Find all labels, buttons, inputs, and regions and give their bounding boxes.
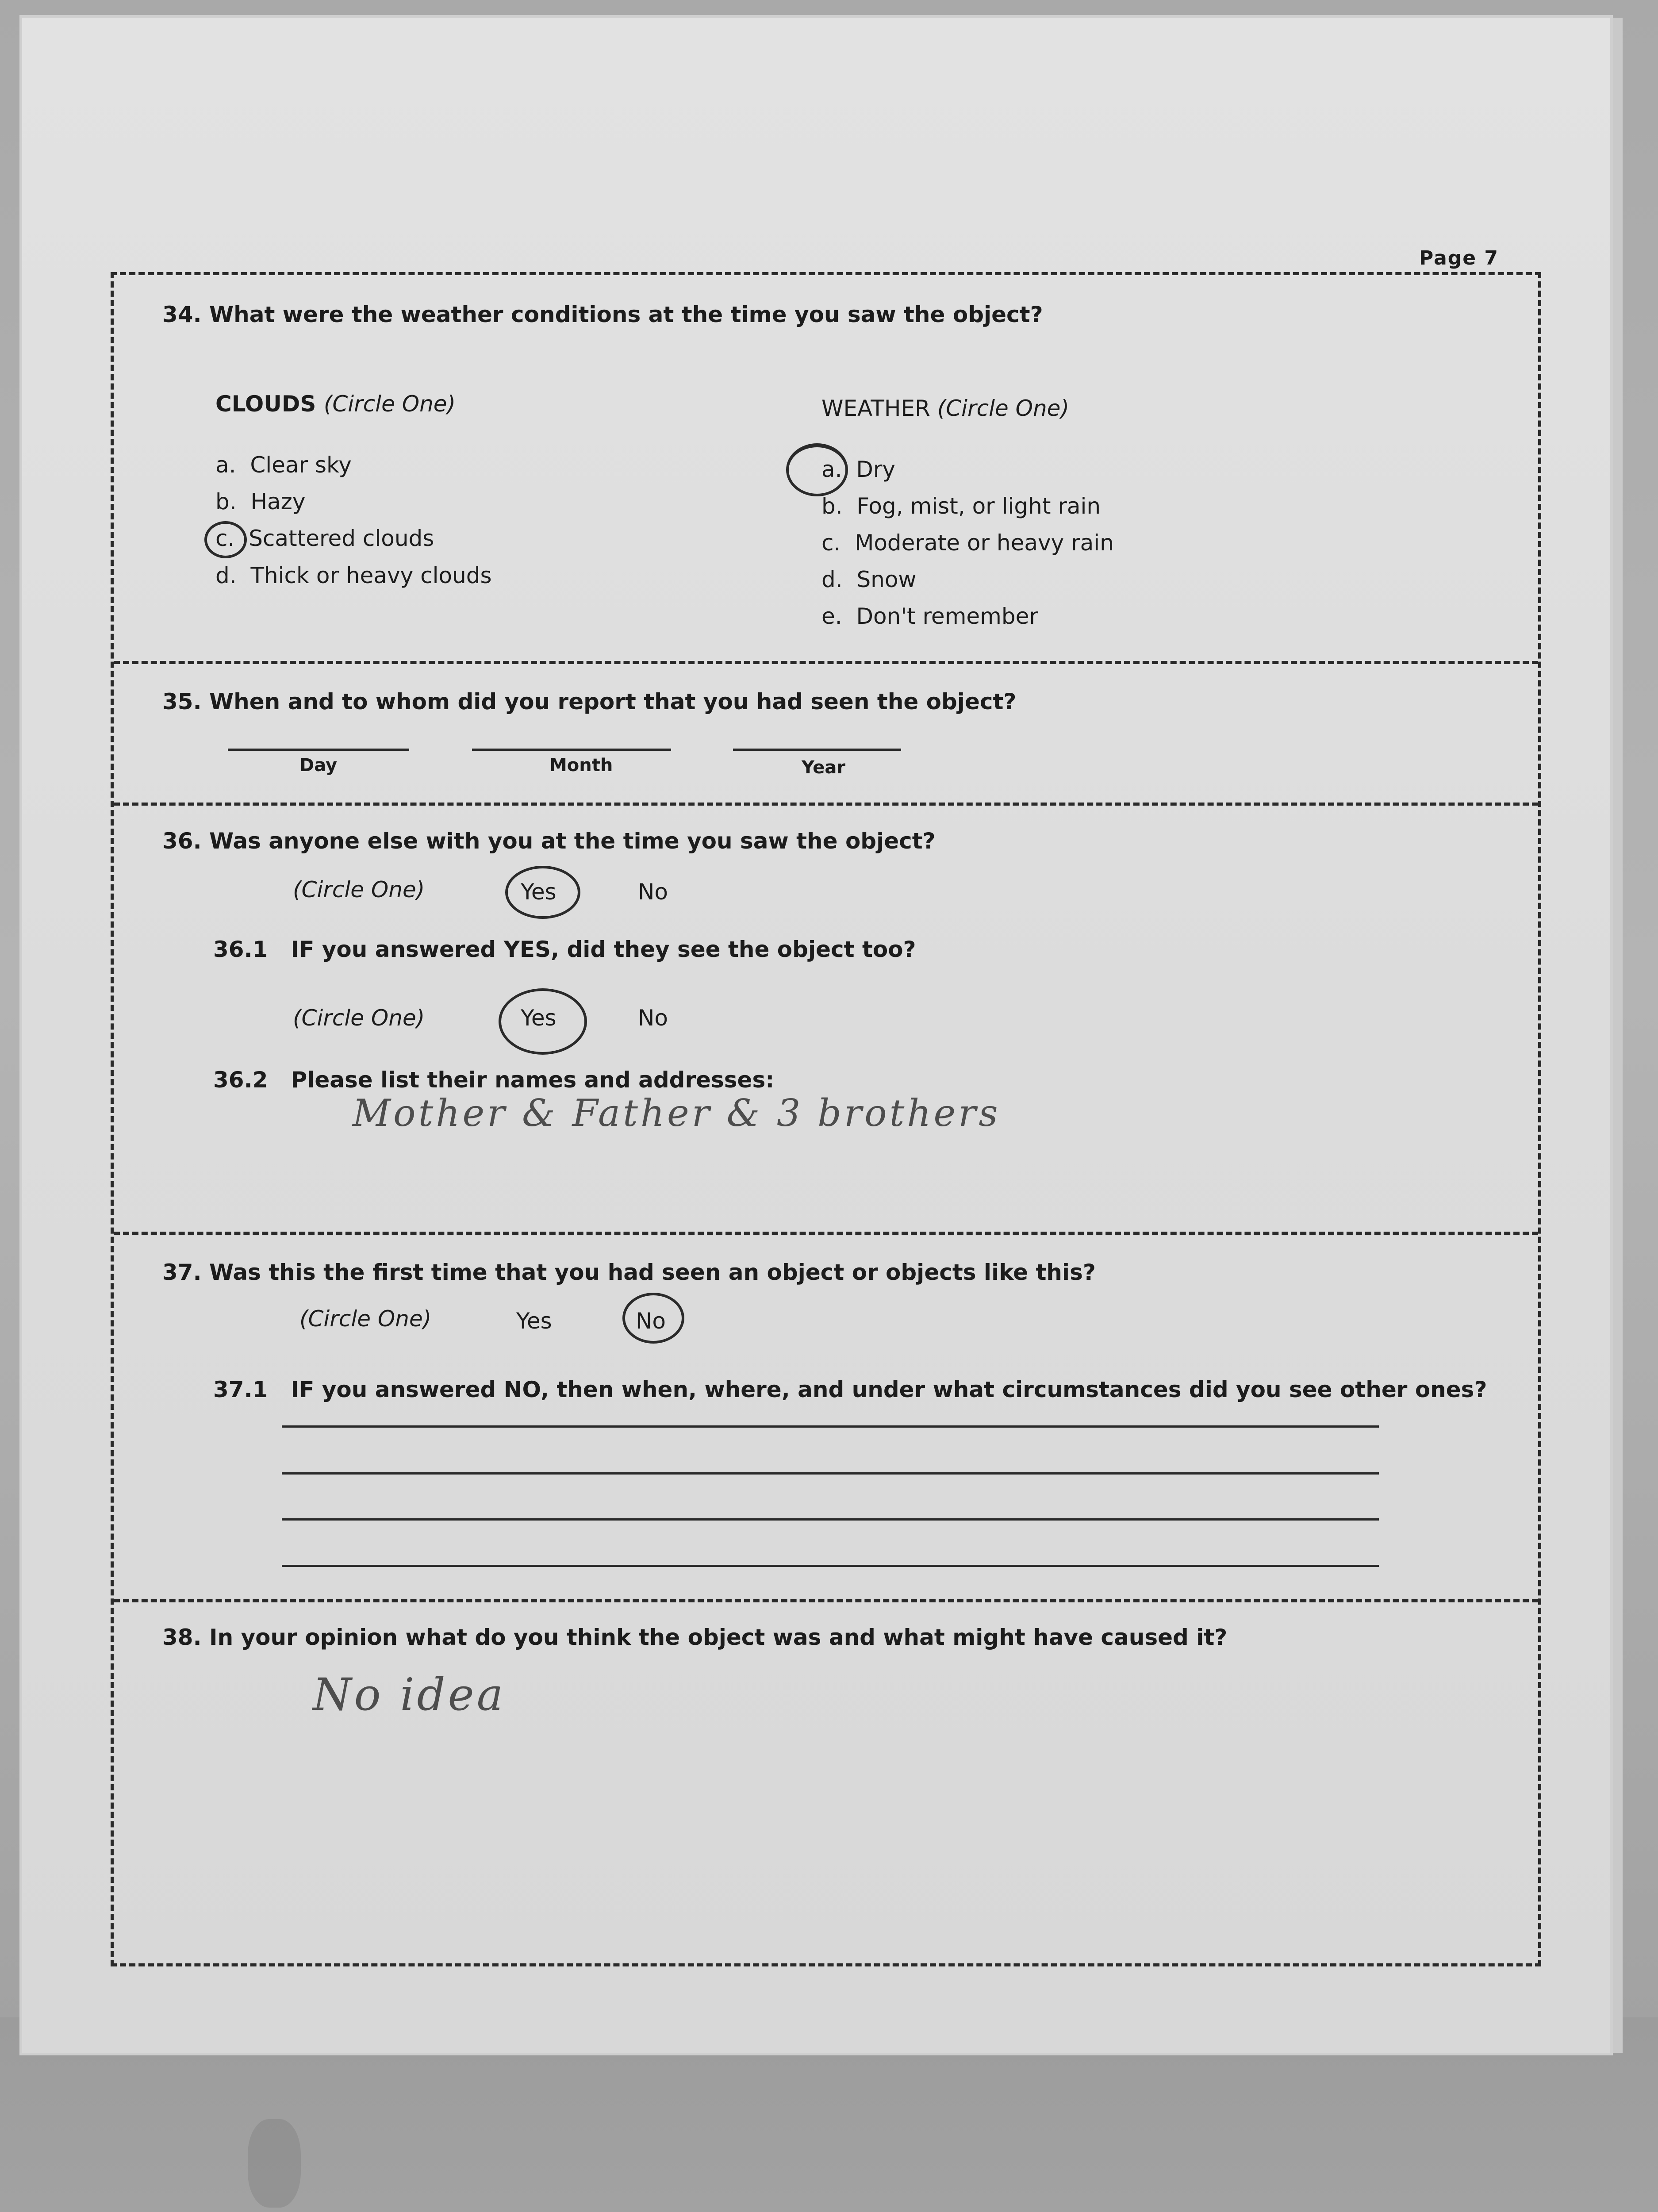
q37-yes-option[interactable]: Yes (516, 1308, 552, 1334)
answer-line[interactable] (282, 1425, 1379, 1428)
answer-line[interactable] (282, 1472, 1379, 1475)
weather-option-c[interactable]: c. Moderate or heavy rain (821, 530, 1114, 556)
month-label: Month (549, 755, 613, 776)
divider (114, 803, 1538, 806)
divider (114, 1232, 1538, 1235)
weather-option-a-circle-mark (786, 443, 848, 496)
answer-line[interactable] (282, 1518, 1379, 1521)
year-label: Year (802, 757, 846, 778)
question-36-2-text: 36.2 Please list their names and addresses: (213, 1067, 775, 1093)
question-35-text: 35. When and to whom did you report that you had seen the object? (162, 689, 1017, 714)
paper-edge (1610, 18, 1623, 2053)
q36-no-option[interactable]: No (638, 879, 668, 905)
divider (114, 1599, 1538, 1602)
weather-option-e[interactable]: e. Don't remember (821, 603, 1038, 629)
question-36-1-text: 36.1 IF you answered YES, did they see the object too? (213, 937, 916, 962)
q38-handwritten-answer: No idea (313, 1669, 506, 1720)
q36-2-handwritten-answer: Mother & Father & 3 brothers (353, 1091, 1001, 1135)
day-label: Day (299, 755, 338, 776)
q37-instruction: (Circle One) (299, 1306, 432, 1332)
answer-line[interactable] (282, 1565, 1379, 1567)
question-36-text: 36. Was anyone else with you at the time you saw the object? (162, 828, 936, 854)
clouds-option-b[interactable]: b. Hazy (215, 489, 306, 515)
question-34-text: 34. What were the weather conditions at the time you saw the object? (162, 302, 1043, 327)
year-blank[interactable] (733, 749, 901, 751)
q36-1-instruction: (Circle One) (293, 1005, 425, 1031)
question-37-text: 37. Was this the first time that you had seen an object or objects like this? (162, 1260, 1096, 1285)
q36-yes-circle-mark (505, 866, 580, 919)
weather-option-d[interactable]: d. Snow (821, 567, 917, 592)
question-37-1-text: 37.1 IF you answered NO, then when, where, and under what circumstances did you see other ones? (213, 1377, 1487, 1402)
day-blank[interactable] (228, 749, 409, 751)
page-number: Page 7 (1419, 247, 1499, 269)
q36-1-no-option[interactable]: No (638, 1005, 668, 1031)
weather-option-b[interactable]: b. Fog, mist, or light rain (821, 493, 1101, 519)
q36-1-yes-option[interactable]: Yes (521, 1005, 557, 1031)
clouds-option-c-circle-mark (204, 521, 247, 558)
q37-no-option[interactable]: No (636, 1308, 666, 1334)
clouds-option-c[interactable]: c. Scattered clouds (215, 526, 434, 551)
q37-no-circle-mark (622, 1293, 684, 1344)
clouds-heading: CLOUDS (Circle One) (215, 391, 456, 417)
clouds-option-d[interactable]: d. Thick or heavy clouds (215, 563, 492, 588)
weather-heading: WEATHER (Circle One) (821, 396, 1069, 421)
q36-1-yes-circle-mark (499, 988, 587, 1055)
questionnaire-form (111, 272, 1541, 1966)
question-38-text: 38. In your opinion what do you think the object was and what might have caused it? (162, 1624, 1228, 1650)
clouds-option-a[interactable]: a. Clear sky (215, 452, 352, 478)
divider (114, 661, 1538, 664)
q36-yes-option[interactable]: Yes (521, 879, 557, 905)
weather-option-a[interactable]: a. Dry (821, 457, 895, 482)
q36-instruction: (Circle One) (293, 877, 425, 902)
month-blank[interactable] (472, 749, 671, 751)
